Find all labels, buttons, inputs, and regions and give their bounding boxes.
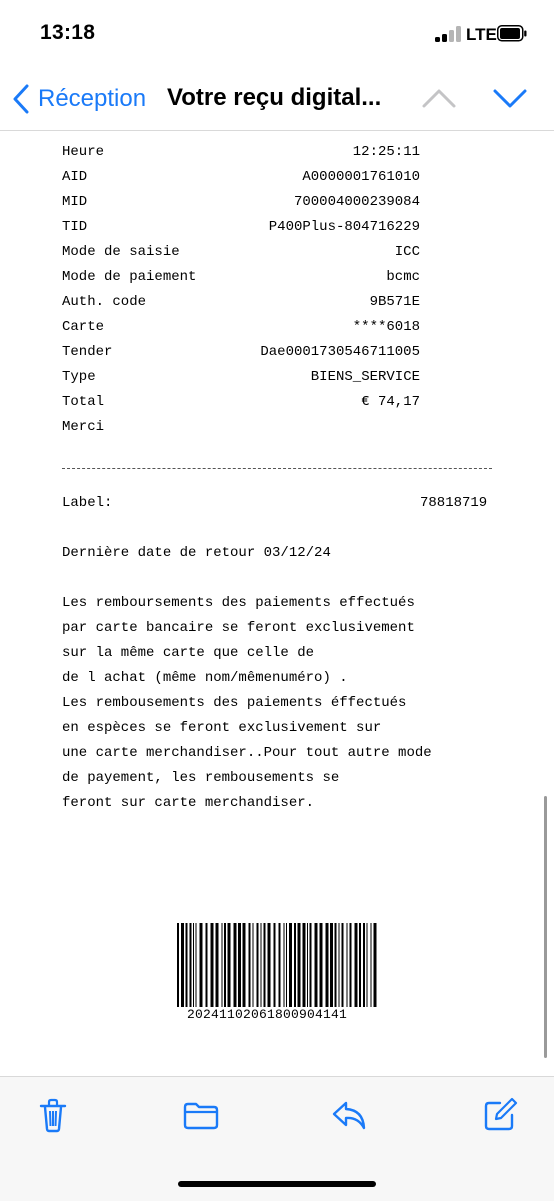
policy-line: Les rembousements des paiements éffectués <box>62 695 407 711</box>
back-label: Réception <box>38 85 147 112</box>
policy-line: une carte merchandiser..Pour tout autre mode <box>62 745 432 761</box>
policy-line: feront sur carte merchandiser. <box>62 795 315 811</box>
row-value: P400Plus-804716229 <box>268 219 420 235</box>
receipt-row <box>62 244 420 264</box>
row-key: Heure <box>62 144 105 160</box>
policy-line: sur la même carte que celle de <box>62 645 315 661</box>
row-value: 12:25:11 <box>352 144 420 160</box>
barcode-image <box>177 923 380 1007</box>
chevron-up-icon[interactable] <box>421 86 457 110</box>
row-key: AID <box>62 169 88 185</box>
bottom-toolbar <box>0 1076 554 1201</box>
row-key: Total <box>62 394 105 410</box>
barcode-number: 20241102061800904141 <box>187 1007 348 1022</box>
row-value: bcmc <box>386 269 420 285</box>
row-value: ****6018 <box>352 319 420 335</box>
thanks-text: Merci <box>62 419 105 435</box>
home-indicator <box>178 1181 376 1187</box>
receipt-row <box>62 369 420 389</box>
signal-icon <box>435 26 461 42</box>
status-bar <box>0 0 554 68</box>
receipt-row <box>62 319 420 339</box>
receipt-row <box>62 169 420 189</box>
message-subject: Votre reçu digital... <box>167 84 382 111</box>
chevron-down-icon[interactable] <box>492 86 528 110</box>
chevron-left-icon <box>12 84 30 114</box>
receipt-row <box>62 344 420 364</box>
policy-line: Les remboursements des paiements effectués <box>62 595 415 611</box>
row-value: A0000001761010 <box>302 169 420 185</box>
receipt-row <box>62 269 420 289</box>
dashed-divider <box>62 468 492 469</box>
row-value: Dae0001730546711005 <box>260 344 420 360</box>
row-key: Carte <box>62 319 105 335</box>
row-key: Auth. code <box>62 294 147 310</box>
receipt-row <box>62 294 420 314</box>
return-date: Dernière date de retour 03/12/24 <box>62 545 331 561</box>
policy-line: en espèces se feront exclusivement sur <box>62 720 382 736</box>
row-value: € 74,17 <box>361 394 420 410</box>
row-value: ICC <box>394 244 420 260</box>
message-body[interactable] <box>0 131 554 1076</box>
row-key: MID <box>62 194 88 210</box>
receipt-row <box>62 144 420 164</box>
compose-icon[interactable] <box>482 1097 518 1133</box>
mail-navigation-bar <box>0 68 554 131</box>
folder-icon[interactable] <box>183 1097 219 1133</box>
status-time: 13:18 <box>40 21 96 44</box>
label-key: Label: <box>62 495 113 511</box>
label-value: 78818719 <box>420 495 488 511</box>
row-value: 9B571E <box>369 294 420 310</box>
battery-icon <box>497 25 527 42</box>
receipt-row <box>62 194 420 214</box>
policy-line: de payement, les rembousements se <box>62 770 340 786</box>
reply-icon[interactable] <box>331 1097 367 1133</box>
policy-line: de l achat (même nom/mêmenuméro) . <box>62 670 348 686</box>
policy-line: par carte bancaire se feront exclusivement <box>62 620 415 636</box>
back-button[interactable] <box>12 82 146 116</box>
row-value: BIENS_SERVICE <box>310 369 420 385</box>
network-label: LTE <box>466 25 497 44</box>
trash-icon[interactable] <box>35 1097 71 1133</box>
row-key: Mode de saisie <box>62 244 180 260</box>
row-key: Mode de paiement <box>62 269 197 285</box>
row-key: TID <box>62 219 88 235</box>
row-key: Tender <box>62 344 113 360</box>
row-key: Type <box>62 369 96 385</box>
scrollbar[interactable] <box>544 796 547 1058</box>
receipt-row <box>62 219 420 239</box>
receipt-row <box>62 394 420 414</box>
row-value: 700004000239084 <box>293 194 420 210</box>
